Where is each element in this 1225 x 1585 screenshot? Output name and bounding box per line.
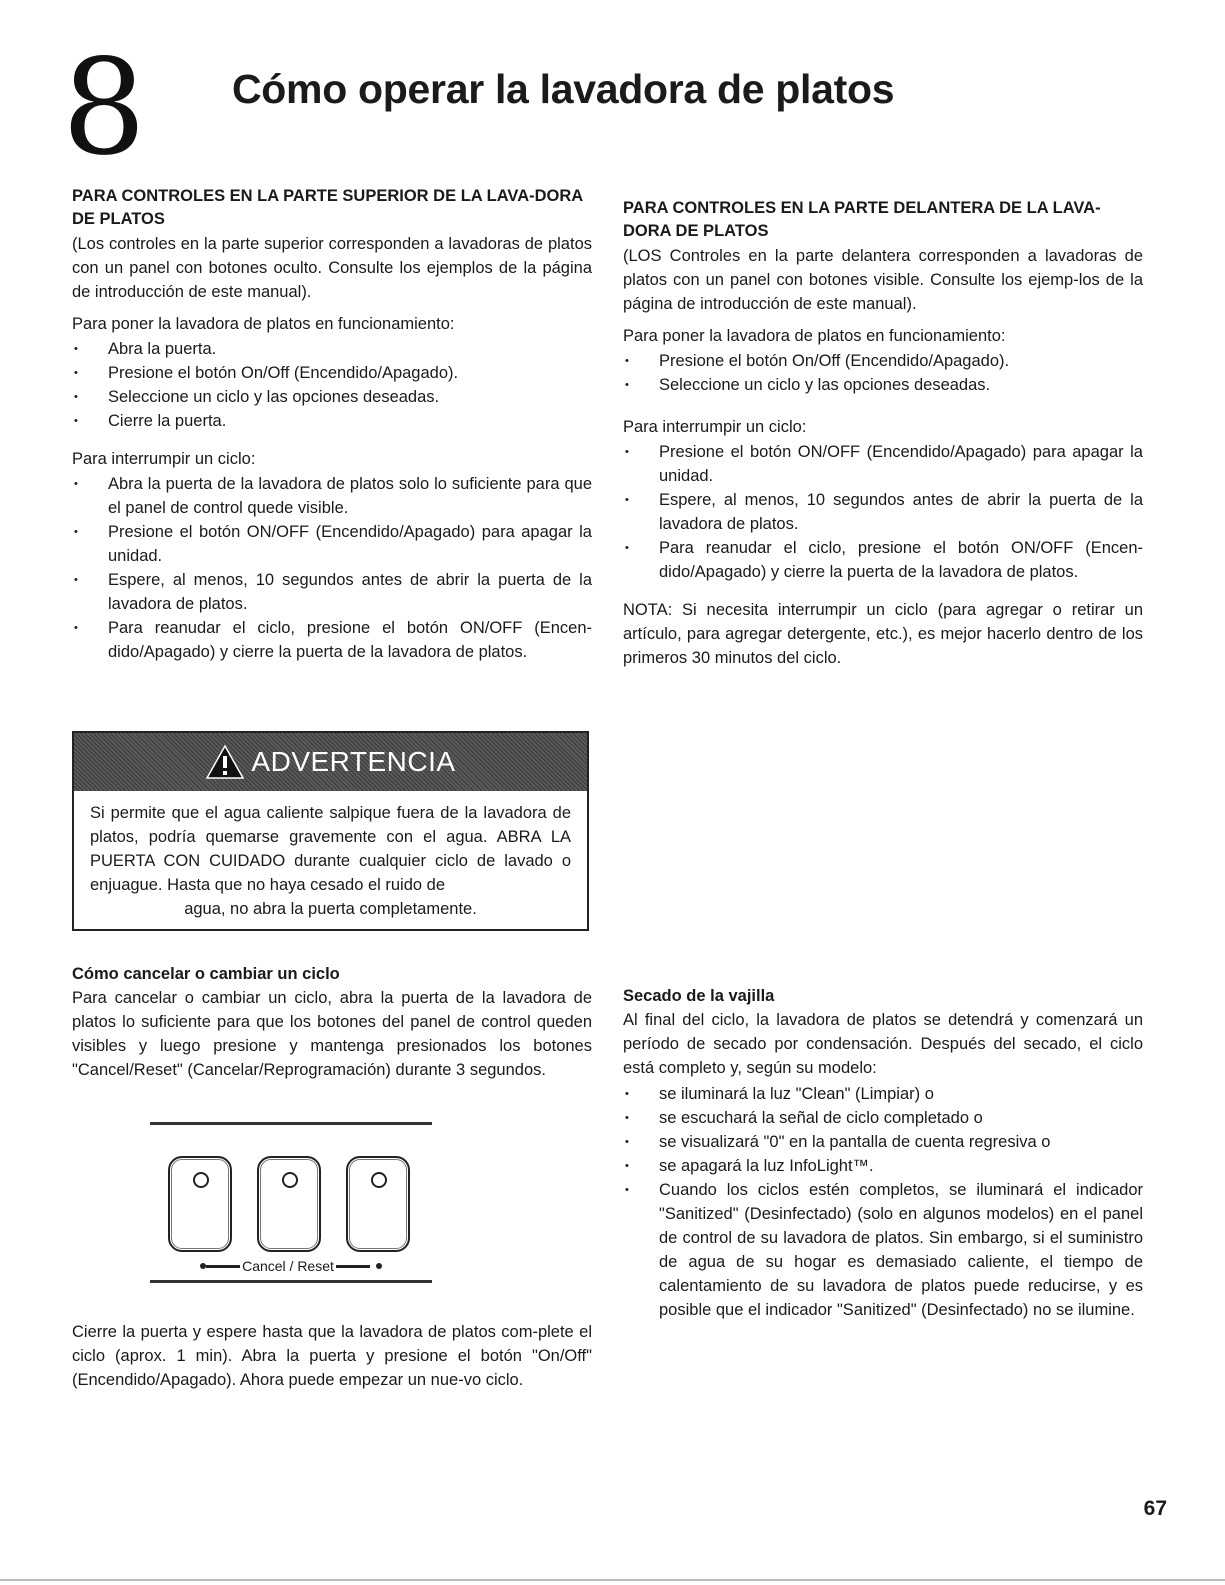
interrupt-intro: Para interrumpir un ciclo:: [623, 418, 807, 436]
keypad-label: Cancel / Reset: [242, 1258, 334, 1274]
page-number: 67: [1143, 1497, 1167, 1520]
divider: [150, 1280, 432, 1283]
warning-text: [74, 791, 587, 921]
keypad-button: [168, 1156, 232, 1252]
cancel-after-text: Cierre la puerta y espere hasta que la lavadora de platos com-plete el ciclo (aprox. 1 min). Abra la puerta y presione el botón "On/Off" (Encendido/Apagado). Ahora puede empezar un nue-vo ciclo.: [72, 1323, 592, 1389]
list-item: • Presione el botón ON/OFF (Encendido/Apagado) para apagar la unidad.: [623, 440, 1143, 488]
interrupt-steps-list: [623, 440, 1143, 584]
led-icon: [371, 1172, 387, 1188]
warning-body: Si permite que el agua caliente salpique fuera de la lavadora de platos, podría quemarse gravemente con el agua. ABRA LA PUERTA CON CUIDADO durante cualquier ciclo de lavado o enjuague. Hasta que no haya cesado el ruido de: [90, 804, 571, 894]
bottom-rule: [0, 1579, 1225, 1581]
divider: [150, 1122, 432, 1125]
section-heading: PARA CONTROLES EN LA PARTE DELANTERA DE LA LAVA-DORA DE PLATOS: [623, 199, 1101, 240]
list-item: • Espere, al menos, 10 segundos antes de abrir la puerta de la lavadora de platos.: [623, 488, 1143, 536]
warning-title: ADVERTENCIA: [251, 746, 456, 777]
keypad-button: [257, 1156, 321, 1252]
warning-body-last: agua, no abra la puerta completamente.: [184, 900, 477, 918]
cancel-section: [72, 963, 592, 1090]
cancel-after-section: [72, 1320, 592, 1400]
warning-box: [72, 731, 589, 931]
cancel-heading: Cómo cancelar o cambiar un ciclo: [72, 965, 340, 983]
top-controls-section: [72, 185, 592, 678]
list-item: • se iluminará la luz "Clean" (Limpiar) o: [623, 1082, 1143, 1106]
list-item: • Cierre la puerta.: [72, 409, 592, 433]
list-item: • Cuando los ciclos estén completos, se iluminará el indicador "Sanitized" (Desinfectado) (solo en algunos modelos) en el panel de control de su lavadora de platos. Sin embargo, si el suministro de agua de su hogar es demasiado caliente, el tiempo de calentamiento de su lavadora de platos puede reducirse, y es posible que el indicador "Sanitized" (Desinfectado) no se ilumine.: [623, 1178, 1143, 1322]
list-item: • se visualizará "0" en la pantalla de cuenta regresiva o: [623, 1130, 1143, 1154]
led-icon: [193, 1172, 209, 1188]
start-intro: Para poner la lavadora de platos en funcionamiento:: [72, 315, 455, 333]
list-item: • Espere, al menos, 10 segundos antes de abrir la puerta de la lavadora de platos.: [72, 568, 592, 616]
list-item: • Abra la puerta.: [72, 337, 592, 361]
list-item: • Para reanudar el ciclo, presione el botón ON/OFF (Encen-dido/Apagado) y cierre la puerta de la lavadora de platos.: [623, 536, 1143, 584]
drying-heading: Secado de la vajilla: [623, 987, 775, 1005]
list-item: • Seleccione un ciclo y las opciones deseadas.: [72, 385, 592, 409]
start-steps-list: [623, 349, 1143, 397]
list-item: • Presione el botón On/Off (Encendido/Apagado).: [72, 361, 592, 385]
led-icon: [282, 1172, 298, 1188]
list-item: • se escuchará la señal de ciclo completado o: [623, 1106, 1143, 1130]
list-item: • Abra la puerta de la lavadora de platos solo lo suficiente para que el panel de control quede visible.: [72, 472, 592, 520]
keypad-button: [346, 1156, 410, 1252]
warning-triangle-icon: [205, 744, 245, 780]
list-item: • se apagará la luz InfoLight™.: [623, 1154, 1143, 1178]
chapter-number: 8: [62, 31, 146, 185]
cancel-text: Para cancelar o cambiar un ciclo, abra la puerta de la lavadora de platos lo suficiente para que los botones del panel de control queden visibles y luego presione y mantenga presionados los botones "Cancel/Reset" (Cancelar/Reprogramación) durante 3 segundos.: [72, 989, 592, 1079]
dash-icon: [206, 1265, 240, 1268]
start-steps-list: [72, 337, 592, 433]
interrupt-steps-list: [72, 472, 592, 664]
section-note: (LOS Controles en la parte delantera corresponden a lavadoras de platos con un panel con botones visible. Consulte los ejemp-los de la página de introducción de este manual).: [623, 247, 1143, 313]
drying-list: [623, 1082, 1143, 1322]
drying-section: [623, 985, 1143, 1336]
dot-icon: [376, 1263, 382, 1269]
section-note: (Los controles en la parte superior corresponden a lavadoras de platos con un panel con botones oculto. Consulte los ejemplos de la página de introducción de este manual).: [72, 235, 592, 301]
cancel-reset-keypad-illustration: [150, 1122, 432, 1286]
list-item: • Para reanudar el ciclo, presione el botón ON/OFF (Encen-dido/Apagado) y cierre la puerta de la lavadora de platos.: [72, 616, 592, 664]
list-item: • Seleccione un ciclo y las opciones deseadas.: [623, 373, 1143, 397]
front-controls-section: [623, 197, 1143, 678]
warning-header: [74, 733, 587, 791]
note-paragraph: NOTA: Si necesita interrumpir un ciclo (para agregar o retirar un artículo, para agregar detergente, etc.), es mejor hacerlo dentro de los primeros 30 minutos del ciclo.: [623, 601, 1143, 667]
interrupt-intro: Para interrumpir un ciclo:: [72, 450, 256, 468]
list-item: • Presione el botón ON/OFF (Encendido/Apagado) para apagar la unidad.: [72, 520, 592, 568]
keypad-label-row: [150, 1258, 432, 1274]
list-item: • Presione el botón On/Off (Encendido/Apagado).: [623, 349, 1143, 373]
start-intro: Para poner la lavadora de platos en funcionamiento:: [623, 327, 1006, 345]
section-heading: PARA CONTROLES EN LA PARTE SUPERIOR DE LA LAVA-DORA DE PLATOS: [72, 187, 583, 228]
page-title: Cómo operar la lavadora de platos: [232, 66, 895, 112]
dash-icon: [336, 1265, 370, 1268]
drying-text: Al final del ciclo, la lavadora de platos se detendrá y comenzará un período de secado por condensación. Después del secado, el ciclo está completo y, según su modelo:: [623, 1011, 1143, 1077]
